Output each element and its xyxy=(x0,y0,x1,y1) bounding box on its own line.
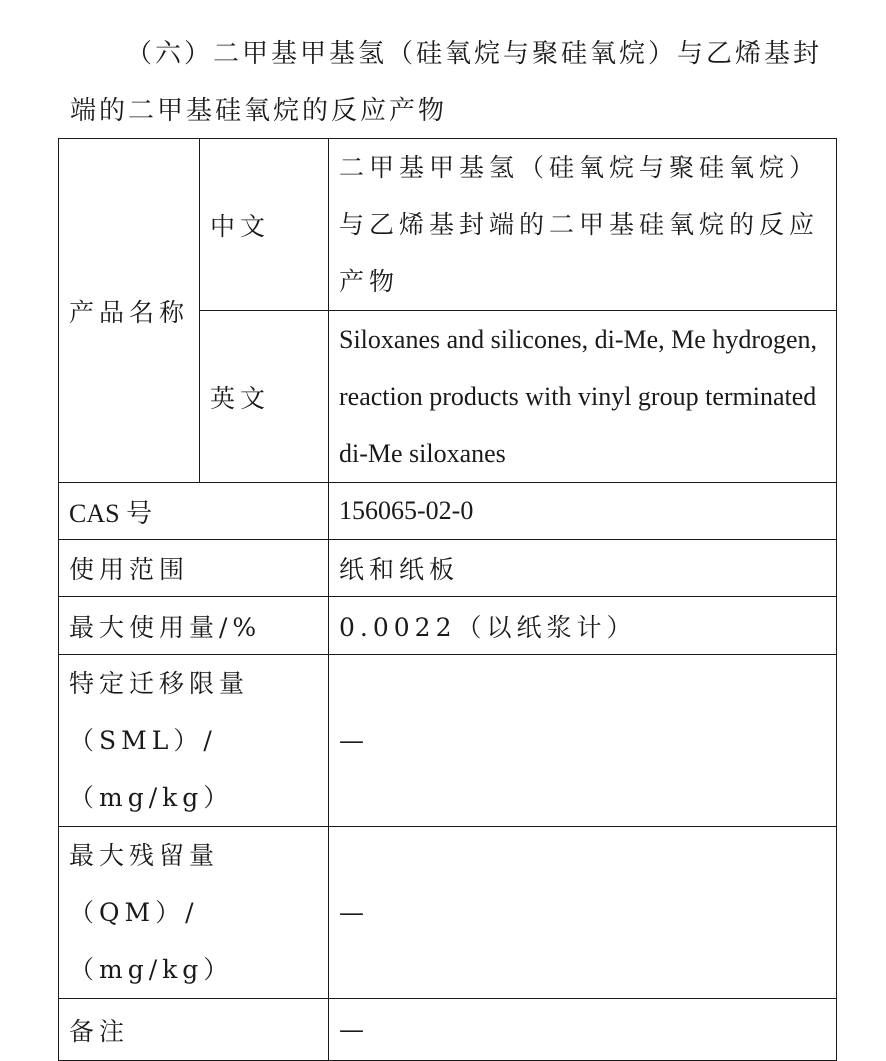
table-row-scope xyxy=(59,540,837,597)
table-row-cas xyxy=(59,483,837,540)
cas-value: 156065-02-0 xyxy=(329,483,837,540)
heading-text-1: （六）二甲基甲基氢（硅氧烷与聚硅氧烷）与乙烯基封 xyxy=(126,39,823,69)
chinese-name-value: 二甲基甲基氢（硅氧烷与聚硅氧烷）与乙烯基封端的二甲基硅氧烷的反应产物 xyxy=(329,139,837,311)
scope-label: 使用范围 xyxy=(59,540,329,597)
section-heading-line-1 xyxy=(70,26,840,83)
section-heading-line-2 xyxy=(70,83,840,140)
substance-spec-table xyxy=(58,138,837,1061)
max-usage-value: 0.0022（以纸浆计） xyxy=(329,597,837,655)
sml-label xyxy=(59,655,329,827)
sml-value xyxy=(329,655,837,827)
english-name-value: Siloxanes and silicones, di-Me, Me hydrogen, reaction products with vinyl group terminated di-Me siloxanes xyxy=(329,311,837,483)
heading-text-2: 端的二甲基硅氧烷的反应产物 xyxy=(70,96,448,126)
cas-label: CAS 号 xyxy=(59,483,329,540)
qm-value-text: — xyxy=(339,898,364,927)
table-row-remarks xyxy=(59,999,837,1061)
remarks-value-text: — xyxy=(339,1015,364,1044)
qm-label-line-2: （QM）/（mg/kg） xyxy=(69,898,234,984)
table-row-qm xyxy=(59,827,837,999)
qm-label xyxy=(59,827,329,999)
table-row-sml xyxy=(59,655,837,827)
english-label: 英文 xyxy=(200,311,329,483)
sml-label-line-1: 特定迁移限量 xyxy=(69,669,250,698)
max-usage-label: 最大使用量/% xyxy=(59,597,329,655)
chinese-label: 中文 xyxy=(200,139,329,311)
remarks-value xyxy=(329,999,837,1061)
sml-label-line-2: （SML）/（mg/kg） xyxy=(69,726,234,812)
qm-label-line-1: 最大残留量 xyxy=(69,841,220,870)
remarks-label: 备注 xyxy=(59,999,329,1061)
table-row-chinese-name xyxy=(59,139,837,311)
sml-value-text: — xyxy=(339,726,364,755)
table-row-max-usage xyxy=(59,597,837,655)
qm-value xyxy=(329,827,837,999)
scope-value: 纸和纸板 xyxy=(329,540,837,597)
product-name-label: 产品名称 xyxy=(59,139,200,483)
